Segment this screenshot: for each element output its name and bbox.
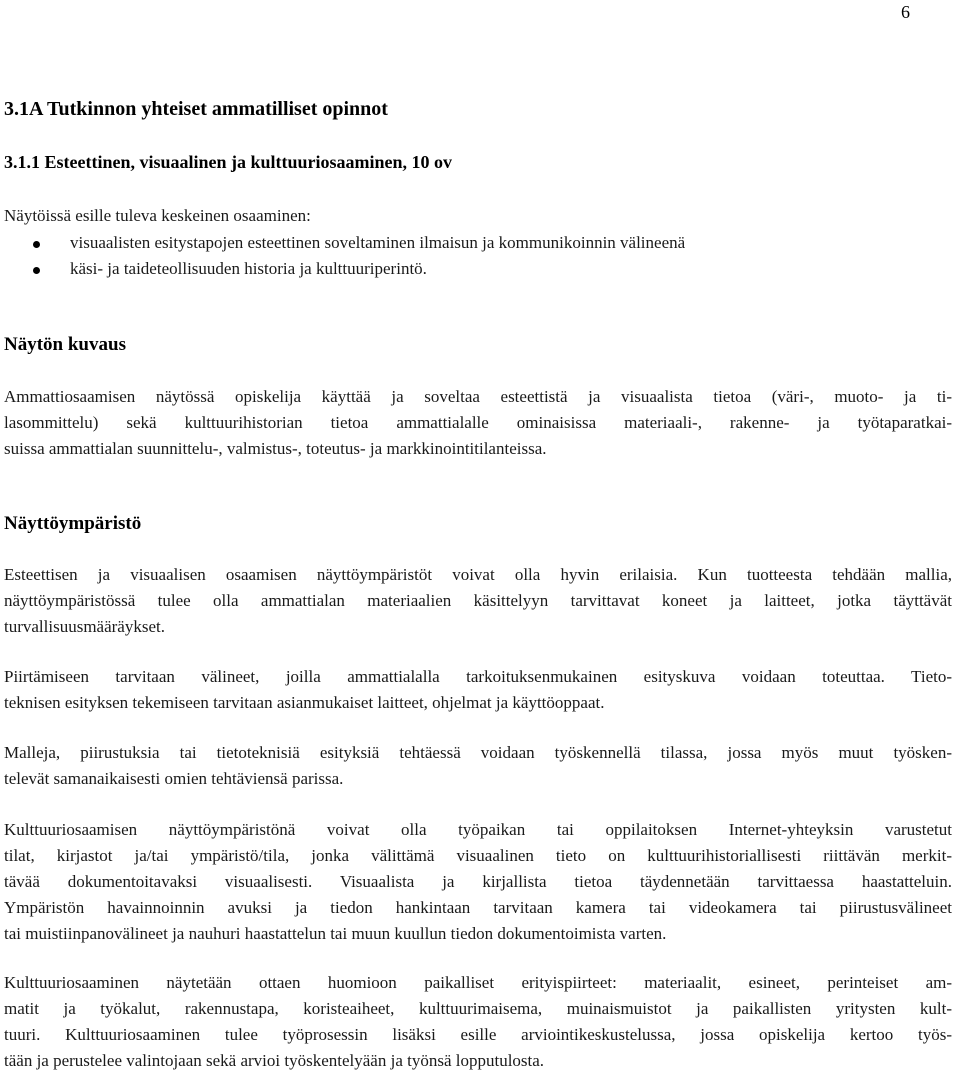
paragraph-environment xyxy=(4,562,952,640)
paragraph-culture-demonstration xyxy=(4,970,952,1074)
text-line: suissa ammattialan suunnittelu-, valmistus-, toteutus- ja markkinointitilanteissa. xyxy=(4,439,547,458)
bullet-item xyxy=(0,230,685,256)
text-line: näyttöympäristössä tulee olla ammattialan materiaalien käsittelyyn tarvittavat koneet ja laitteet, jotka täyttävät xyxy=(4,591,952,610)
bullet-text: visuaalisten esitystapojen esteettinen soveltaminen ilmaisun ja kommunikoinnin välineenä xyxy=(70,233,686,252)
bullet-item xyxy=(0,256,685,282)
bullet-icon xyxy=(33,267,40,274)
text-line: Piirtämiseen tarvitaan välineet, joilla ammattialalla tarkoituksenmukainen esityskuva voidaan toteuttaa. Tieto- xyxy=(4,667,952,686)
text-line: tävää dokumentoitavaksi visuaalisesti. Visuaalista ja kirjallista tietoa täydennetään tarvittaessa haastatteluin. xyxy=(4,872,952,891)
competence-bullet-list xyxy=(0,230,685,282)
kuvaus-paragraph xyxy=(4,384,952,462)
text-line: matit ja työkalut, rakennustapa, koristeaiheet, kulttuurimaisema, muinaismuistot ja paikallisten yritysten kult- xyxy=(4,999,952,1018)
text-line: Esteettisen ja visuaalisen osaamisen näyttöympäristöt voivat olla hyvin erilaisia. Kun tuotteesta tehdään mallia, xyxy=(4,565,952,584)
intro-label: Näytöissä esille tuleva keskeinen osaaminen: xyxy=(4,206,311,225)
text-line: Ammattiosaamisen näytössä opiskelija käyttää ja soveltaa esteettistä ja visuaalista tietoa (väri-, muoto- ja ti- xyxy=(4,387,952,406)
text-line: televät samanaikaisesti omien tehtäviensä parissa. xyxy=(4,769,344,788)
text-line: tai muistiinpanovälineet ja nauhuri haastattelun tai muun kuullun tiedon dokumentoimista varten. xyxy=(4,924,667,943)
page-number: 6 xyxy=(901,2,910,22)
paragraph-workspace xyxy=(4,740,952,792)
paragraph-drawing xyxy=(4,664,952,716)
text-line: turvallisuusmääräykset. xyxy=(4,617,165,636)
heading-naytton-kuvaus: Näytön kuvaus xyxy=(4,334,126,355)
bullet-icon xyxy=(33,241,40,248)
text-line: tuuri. Kulttuuriosaaminen tulee työprosessin lisäksi esille arviointikeskustelussa, jossa opiskelija kertoo työs- xyxy=(4,1025,952,1044)
text-line: tään ja perustelee valintojaan sekä arvioi työskentelyään ja työnsä lopputulosta. xyxy=(4,1051,545,1070)
text-line: Kulttuuriosaamisen näyttöympäristönä voivat olla työpaikan tai oppilaitoksen Internet-yhteyksin varustetut xyxy=(4,820,952,839)
section-title: 3.1A Tutkinnon yhteiset ammatilliset opinnot xyxy=(4,98,388,120)
text-line: Kulttuuriosaaminen näytetään ottaen huomioon paikalliset erityispiirteet: materiaalit, esineet, perinteiset am- xyxy=(4,973,952,992)
heading-nayttoymparisto: Näyttöympäristö xyxy=(4,513,142,534)
text-line: lasommittelu) sekä kulttuurihistorian tietoa ammattialalle ominaisissa materiaali-, rakenne- ja työtaparatkai- xyxy=(4,413,952,432)
paragraph-culture-environment xyxy=(4,817,952,947)
text-line: teknisen esityksen tekemiseen tarvitaan asianmukaiset laitteet, ohjelmat ja käyttöoppaat. xyxy=(4,693,605,712)
bullet-text: käsi- ja taideteollisuuden historia ja kulttuuriperintö. xyxy=(70,259,427,278)
subsection-title: 3.1.1 Esteettinen, visuaalinen ja kulttuuriosaaminen, 10 ov xyxy=(4,152,453,172)
text-line: Malleja, piirustuksia tai tietoteknisiä esityksiä tehtäessä voidaan työskennellä tilassa, jossa myös muut työsken- xyxy=(4,743,952,762)
text-line: tilat, kirjastot ja/tai ympäristö/tila, jonka välittämä visuaalinen tieto on kulttuurihistoriallisesti riittävän merkit- xyxy=(4,846,952,865)
text-line: Ympäristön havainnoinnin avuksi ja tiedon hankintaan tarvitaan kamera tai videokamera tai piirustusvälineet xyxy=(4,898,952,917)
